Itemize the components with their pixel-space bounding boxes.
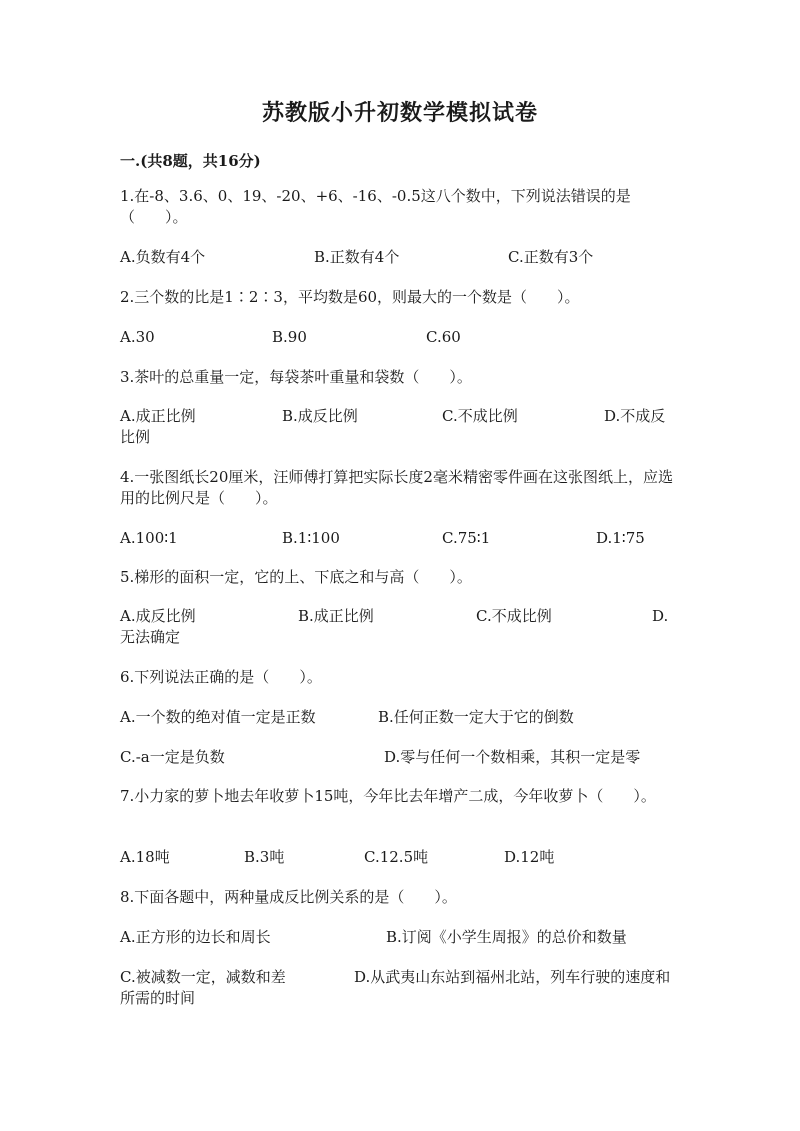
question-2-option-a: A.30 — [120, 328, 155, 346]
question-4-stem: 4.一张图纸长20厘米，汪师傅打算把实际长度2毫米精密零件画在这张图纸上，应选用的比例尺是（ ）。 — [120, 468, 673, 507]
page-title: 苏教版小升初数学模拟试卷 — [261, 100, 538, 126]
question-1-option-b: B.正数有4个 — [314, 248, 400, 266]
question-1-option-c: C.正数有3个 — [508, 248, 594, 266]
question-3-option-c: C.不成比例 — [442, 407, 518, 425]
question-8-option-b: B.订阅《小学生周报》的总价和数量 — [386, 928, 627, 946]
question-3-option-b: B.成反比例 — [282, 407, 358, 425]
question-8-option-c: C.被减数一定，减数和差 — [120, 968, 286, 986]
question-4-option-d: D.1∶75 — [596, 529, 645, 547]
question-5-option-a: A.成反比例 — [120, 607, 196, 625]
question-7-option-b: B.3吨 — [244, 848, 285, 866]
question-7-option-c: C.12.5吨 — [364, 848, 429, 866]
question-2-stem: 2.三个数的比是1∶2∶3，平均数是60，则最大的一个数是（ ）。 — [120, 288, 580, 306]
question-3-option-d: D.不成反比例 — [120, 407, 666, 446]
question-5-option-c: C.不成比例 — [476, 607, 552, 625]
question-7-option-d: D.12吨 — [504, 848, 555, 866]
question-3-stem: 3.茶叶的总重量一定，每袋茶叶重量和袋数（ ）。 — [120, 368, 472, 386]
question-3-option-a: A.成正比例 — [120, 407, 196, 425]
question-5-option-d: D.无法确定 — [120, 607, 669, 646]
question-8-option-a: A.正方形的边长和周长 — [120, 928, 271, 946]
question-1-stem: 1.在-8、3.6、0、19、-20、+6、-16、-0.5这八个数中，下列说法错误的是（ ）。 — [120, 187, 631, 226]
question-4-option-b: B.1∶100 — [282, 529, 340, 547]
question-6-stem: 6.下列说法正确的是（ ）。 — [120, 668, 322, 686]
question-4-option-a: A.100∶1 — [120, 529, 178, 547]
question-6-option-d: D.零与任何一个数相乘，其积一定是零 — [384, 748, 641, 766]
question-4-option-c: C.75∶1 — [442, 529, 491, 547]
question-6-option-b: B.任何正数一定大于它的倒数 — [378, 708, 574, 726]
section-heading: 一.(共8题，共16分) — [120, 152, 261, 170]
question-2-option-c: C.60 — [426, 328, 461, 346]
question-8-option-d: D.从武夷山东站到福州北站，列车行驶的速度和所需的时间 — [120, 968, 671, 1007]
question-2-option-b: B.90 — [272, 328, 307, 346]
question-6-option-a: A.一个数的绝对值一定是正数 — [120, 708, 316, 726]
question-1-option-a: A.负数有4个 — [120, 248, 206, 266]
question-5-stem: 5.梯形的面积一定，它的上、下底之和与高（ ）。 — [120, 568, 472, 586]
question-6-option-c: C.-a一定是负数 — [120, 748, 225, 766]
question-7-option-a: A.18吨 — [120, 848, 170, 866]
question-7-stem: 7.小力家的萝卜地去年收萝卜15吨，今年比去年增产二成，今年收萝卜（ ）。 — [120, 787, 656, 805]
question-5-option-b: B.成正比例 — [298, 607, 374, 625]
question-8-stem: 8.下面各题中，两种量成反比例关系的是（ ）。 — [120, 888, 457, 906]
